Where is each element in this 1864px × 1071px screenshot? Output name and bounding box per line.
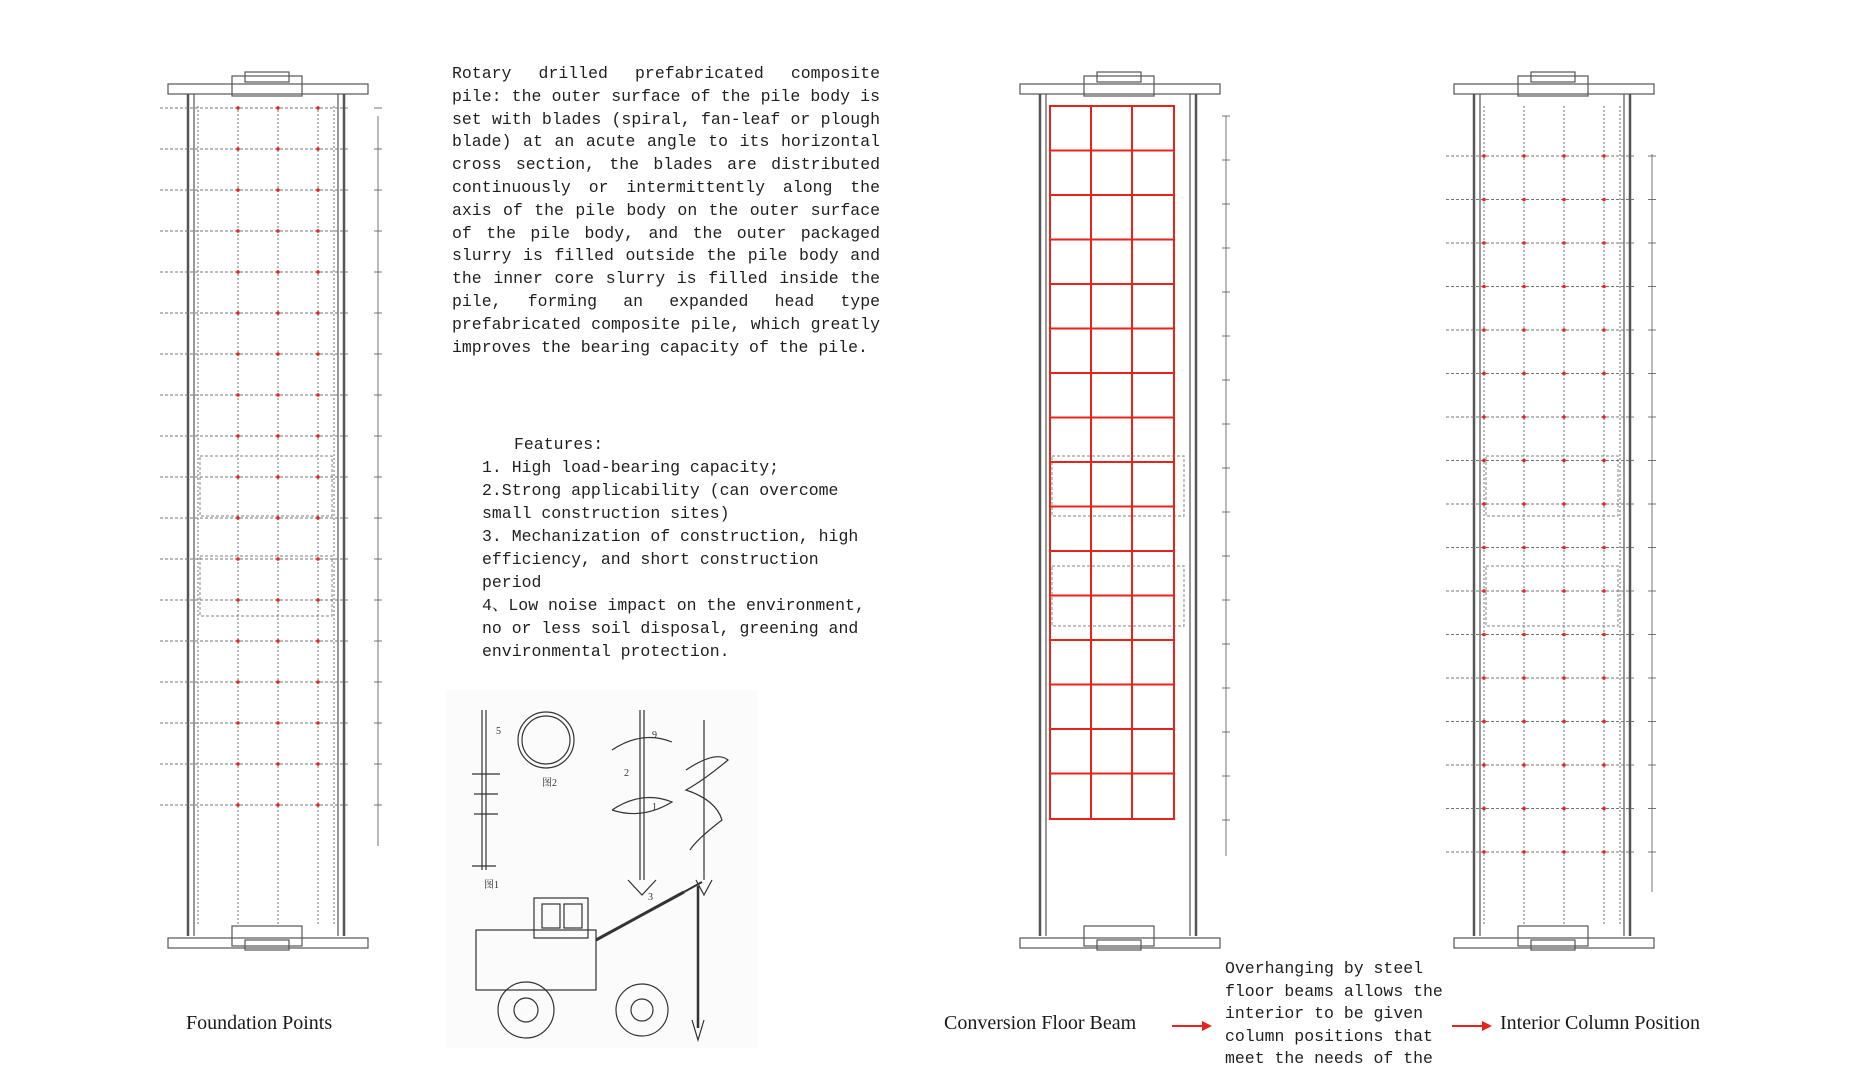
column-point: [1522, 241, 1526, 245]
foundation-point: [316, 270, 320, 274]
fig-caption-1: 图1: [484, 880, 499, 891]
column-point: [1602, 720, 1606, 724]
fig-label-9: 9: [652, 730, 657, 741]
foundation-point: [236, 352, 240, 356]
column-point: [1522, 763, 1526, 767]
foundation-point: [276, 106, 280, 110]
interior-column-position-plan: [1446, 76, 1676, 956]
column-point: [1522, 415, 1526, 419]
foundation-point: [316, 106, 320, 110]
arrow-right-icon: [1452, 1019, 1492, 1033]
column-point: [1562, 328, 1566, 332]
fig-label-2: 2: [624, 768, 629, 779]
column-point: [1522, 589, 1526, 593]
caption-foundation-points: Foundation Points: [186, 1012, 333, 1034]
foundation-point: [276, 188, 280, 192]
column-point: [1522, 720, 1526, 724]
column-point: [1602, 241, 1606, 245]
foundation-point: [236, 721, 240, 725]
column-point: [1562, 763, 1566, 767]
column-point: [1482, 372, 1486, 376]
foundation-point: [276, 270, 280, 274]
column-point: [1602, 285, 1606, 289]
column-point: [1522, 459, 1526, 463]
column-point: [1602, 328, 1606, 332]
column-point: [1482, 807, 1486, 811]
column-point: [1482, 720, 1486, 724]
foundation-point: [316, 598, 320, 602]
column-point: [1562, 154, 1566, 158]
column-point: [1602, 502, 1606, 506]
column-point: [1562, 633, 1566, 637]
column-point: [1482, 154, 1486, 158]
column-point: [1482, 850, 1486, 854]
column-point: [1602, 633, 1606, 637]
fig-label-3: 3: [648, 892, 653, 903]
foundation-point: [276, 557, 280, 561]
column-point: [1522, 328, 1526, 332]
column-point: [1562, 502, 1566, 506]
foundation-point: [236, 188, 240, 192]
foundation-point: [236, 106, 240, 110]
features-list: [446, 433, 866, 663]
foundation-point: [316, 434, 320, 438]
column-point: [1522, 850, 1526, 854]
foundation-point: [276, 680, 280, 684]
column-point: [1602, 546, 1606, 550]
column-point: [1522, 633, 1526, 637]
column-point: [1562, 720, 1566, 724]
caption-interior-column-position: Interior Column Position: [1500, 1012, 1700, 1034]
column-point: [1602, 154, 1606, 158]
feature-item: 2.Strong applicability (can overcome small construction sites): [482, 481, 839, 523]
column-point: [1602, 415, 1606, 419]
column-point: [1562, 546, 1566, 550]
foundation-point: [316, 352, 320, 356]
column-point: [1602, 459, 1606, 463]
foundation-point: [276, 475, 280, 479]
column-point: [1482, 763, 1486, 767]
foundation-point: [236, 311, 240, 315]
foundation-point: [316, 516, 320, 520]
feature-item: 4、Low noise impact on the environment, no or less soil disposal, greening and environmental protection.: [482, 596, 865, 661]
interior-column-position-drawing: [1446, 76, 1676, 956]
foundation-point: [316, 311, 320, 315]
column-point: [1522, 676, 1526, 680]
foundation-point: [276, 598, 280, 602]
caption-conversion-floor-beam: Conversion Floor Beam: [944, 1012, 1137, 1034]
foundation-point: [316, 229, 320, 233]
column-point: [1482, 328, 1486, 332]
column-point: [1602, 676, 1606, 680]
foundation-point: [276, 229, 280, 233]
foundation-point: [236, 598, 240, 602]
fig-caption-2: 图2: [542, 778, 557, 789]
foundation-point: [236, 475, 240, 479]
column-point: [1602, 198, 1606, 202]
column-point: [1482, 502, 1486, 506]
foundation-point: [236, 680, 240, 684]
column-point: [1482, 241, 1486, 245]
column-point: [1482, 285, 1486, 289]
column-point: [1562, 372, 1566, 376]
column-point: [1482, 198, 1486, 202]
foundation-point: [316, 393, 320, 397]
column-point: [1482, 415, 1486, 419]
column-point: [1602, 850, 1606, 854]
foundation-point: [236, 393, 240, 397]
column-point: [1602, 807, 1606, 811]
foundation-point: [276, 147, 280, 151]
foundation-point: [236, 434, 240, 438]
conversion-floor-beam-plan: [1012, 76, 1242, 956]
column-point: [1562, 241, 1566, 245]
foundation-point: [316, 721, 320, 725]
column-point: [1602, 372, 1606, 376]
column-point: [1522, 285, 1526, 289]
column-point: [1482, 459, 1486, 463]
foundation-point: [236, 639, 240, 643]
column-point: [1562, 850, 1566, 854]
fig-label-1: 1: [652, 802, 657, 813]
foundation-point: [276, 352, 280, 356]
column-point: [1602, 589, 1606, 593]
column-point: [1562, 589, 1566, 593]
pile-construction-figure: [446, 690, 758, 1048]
arrow-right-icon: [1172, 1019, 1212, 1033]
fig-label-5: 5: [496, 726, 501, 737]
feature-item: 3. Mechanization of construction, high efficiency, and short construction period: [482, 527, 859, 592]
column-point: [1522, 198, 1526, 202]
foundation-point: [236, 229, 240, 233]
foundation-point: [316, 557, 320, 561]
column-point: [1482, 633, 1486, 637]
foundation-point: [276, 762, 280, 766]
foundation-point: [276, 393, 280, 397]
column-point: [1562, 676, 1566, 680]
pile-description: Rotary drilled prefabricated composite pile: the outer surface of the pile body is set with blades (spiral, fan-leaf or plough blade) at an acute angle to its horizontal cross section, the blades are distributed continuously or intermittently along the axis of the pile body on the outer surface of the pile body, and the outer packaged slurry is filled outside the pile body and the inner core slurry is filled inside the pile, forming an expanded head type prefabricated composite pile, which greatly improves the bearing capacity of the pile.: [452, 64, 880, 357]
foundation-point: [276, 311, 280, 315]
foundation-point: [236, 147, 240, 151]
column-point: [1562, 459, 1566, 463]
foundation-point: [276, 434, 280, 438]
column-point: [1482, 676, 1486, 680]
column-point: [1562, 198, 1566, 202]
column-point: [1522, 372, 1526, 376]
foundation-point: [316, 147, 320, 151]
foundation-point: [276, 639, 280, 643]
foundation-point: [236, 270, 240, 274]
foundation-point: [236, 803, 240, 807]
foundation-point: [276, 721, 280, 725]
foundation-point: [276, 803, 280, 807]
column-point: [1562, 807, 1566, 811]
column-point: [1602, 763, 1606, 767]
column-point: [1522, 807, 1526, 811]
foundation-point: [236, 557, 240, 561]
conversion-floor-beam-drawing: [1012, 76, 1242, 956]
foundation-point: [316, 639, 320, 643]
foundation-point: [316, 762, 320, 766]
foundation-point: [316, 680, 320, 684]
features-heading: Features:: [514, 435, 604, 454]
foundation-point: [316, 188, 320, 192]
column-point: [1562, 285, 1566, 289]
foundation-point: [276, 516, 280, 520]
foundation-point: [236, 516, 240, 520]
column-point: [1522, 546, 1526, 550]
overhanging-note: Overhanging by steel floor beams allows the interior to be given column positions that meet the needs of the: [1225, 959, 1443, 1068]
foundation-point: [236, 762, 240, 766]
column-point: [1562, 415, 1566, 419]
column-point: [1482, 546, 1486, 550]
foundation-point: [316, 803, 320, 807]
column-point: [1522, 502, 1526, 506]
foundation-point: [316, 475, 320, 479]
column-point: [1482, 589, 1486, 593]
foundation-points-drawing: [160, 76, 390, 956]
feature-item: 1. High load-bearing capacity;: [482, 458, 780, 477]
column-point: [1522, 154, 1526, 158]
foundation-points-plan: [160, 76, 390, 956]
pile-sketch-drawing: [446, 690, 758, 1048]
